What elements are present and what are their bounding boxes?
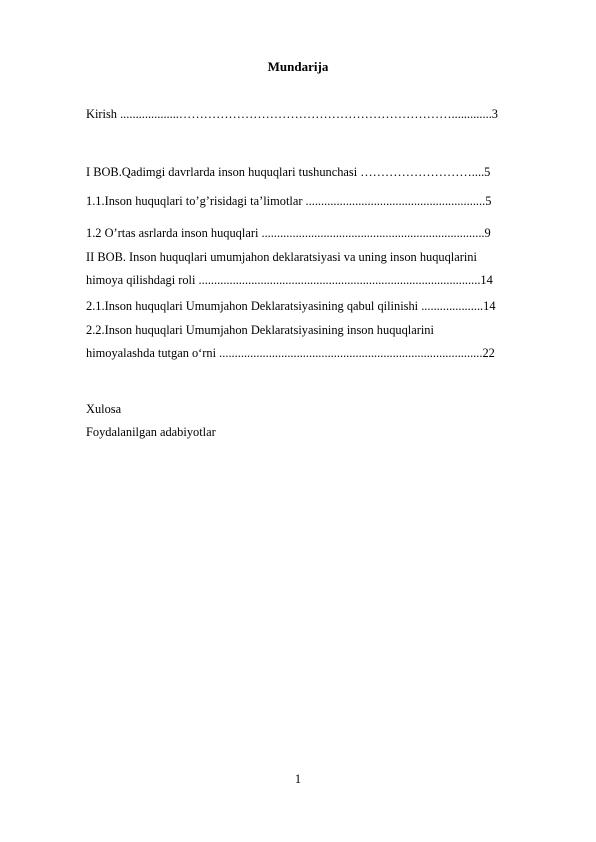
toc-entry-section-2-2-line-1: 2.2.Inson huquqlari Umumjahon Deklaratsiyasining inson huquqlarini	[86, 323, 434, 337]
page-title: Mundarija	[267, 59, 329, 74]
toc-entry-chapter-2-line-1: II BOB. Inson huquqlari umumjahon deklaratsiyasi va uning inson huquqlarini	[86, 250, 477, 264]
toc-entry-section-2-2-line-2: himoyalashda tutgan o‘rni .....................................................................................22	[86, 346, 495, 360]
toc-entry-section-1-1: 1.1.Inson huquqlari to’g’risidagi ta’limotlar ..........................................................5	[86, 194, 492, 208]
page-number: 1	[294, 772, 302, 786]
toc-entry-section-2-1: 2.1.Inson huquqlari Umumjahon Deklaratsiyasining qabul qilinishi ....................14	[86, 299, 496, 313]
toc-entry-chapter-2-line-2: himoya qilishdagi roli ...........................................................................................14	[86, 273, 493, 287]
toc-entry-chapter-1: I BOB.Qadimgi davrlarda inson huquqlari tushunchasi ………………………....5	[86, 165, 491, 179]
toc-entry-bibliography: Foydalanilgan adabiyotlar	[86, 425, 216, 439]
toc-entry-conclusion: Xulosa	[86, 402, 122, 416]
toc-entry-introduction: Kirish ...................………………………………………………………….............3	[86, 107, 498, 121]
toc-entry-section-1-2: 1.2 O’rtas asrlarda inson huquqlari ........................................................................9	[86, 226, 491, 240]
